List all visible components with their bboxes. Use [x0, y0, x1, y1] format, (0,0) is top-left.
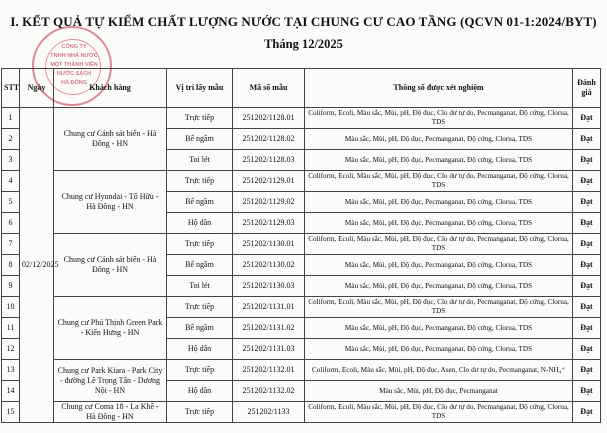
table-header-row [2, 69, 601, 108]
seal-line: MỘT THÀNH VIÊN [50, 62, 98, 68]
sample-code: 251202/1128.03 [233, 150, 305, 171]
sample-code: 251202/1131.03 [233, 339, 305, 360]
document-title: I. KẾT QUẢ TỰ KIỂM CHẤT LƯỢNG NƯỚC TẠI CHUNG CƯ CAO TẦNG (QCVN 01-1:2024/BYT) [10, 14, 597, 29]
col-header-stt: STT [2, 69, 20, 108]
sample-code: 251202/1132.02 [233, 381, 305, 402]
sampling-location: Trực tiếp [167, 108, 233, 129]
sample-code: 251202/1130.03 [233, 276, 305, 297]
evaluation-result: Đạt [573, 255, 601, 276]
sampling-location: Trực tiếp [167, 297, 233, 318]
sampling-location: Trực tiếp [167, 360, 233, 381]
evaluation-result: Đạt [573, 276, 601, 297]
row-stt: 10 [2, 297, 20, 318]
tested-parameters: Màu sắc, Mùi, pH, Độ đục, Pecmanganat [305, 381, 573, 402]
row-stt: 7 [2, 234, 20, 255]
tested-parameters: Màu sắc, Mùi, pH, Độ đục, Pecmanganat, Độ cứng, Clorua, TDS [305, 276, 573, 297]
sampling-date: 02/12/2025 [20, 108, 54, 423]
tested-parameters: Màu sắc, Mùi, pH, Độ đục, Pecmanganat, Độ cứng, Clorua, TDS [305, 192, 573, 213]
customer-cell: Chung cư Hyundai - Tố Hữu - Hà Đông - HN [54, 171, 167, 234]
table-row [2, 297, 601, 318]
sampling-location: Trực tiếp [167, 402, 233, 423]
row-stt: 11 [2, 318, 20, 339]
document-subtitle: Tháng 12/2025 [264, 37, 343, 51]
customer-cell: Chung cư Park Kiara - Park City - đường Lê Trọng Tấn - Dương Nội - HN [54, 360, 167, 402]
evaluation-result: Đạt [573, 339, 601, 360]
row-stt: 14 [2, 381, 20, 402]
customer-cell: Chung cư Phú Thịnh Green Park - Kiến Hưng - HN [54, 297, 167, 360]
col-header-params: Thông số được xét nghiệm [305, 69, 573, 108]
row-stt: 15 [2, 402, 20, 423]
tested-parameters: Màu sắc, Mùi, pH, Độ đục, Pecmanganat, Độ cứng, Clorua, TDS [305, 213, 573, 234]
sample-code: 251202/1131.01 [233, 297, 305, 318]
seal-line: TNHH NHÀ NƯỚC [50, 53, 98, 59]
tested-parameters: Màu sắc, Mùi, pH, Độ đục, Pecmanganat, Độ cứng, Clorua, TDS [305, 129, 573, 150]
sample-code: 251202/1133 [233, 402, 305, 423]
table-row [2, 171, 601, 192]
sample-code: 251202/1132.01 [233, 360, 305, 381]
row-stt: 6 [2, 213, 20, 234]
evaluation-result: Đạt [573, 150, 601, 171]
col-header-sample: Mã số mẫu [233, 69, 305, 108]
col-header-date: Ngày [20, 69, 54, 108]
evaluation-result: Đạt [573, 192, 601, 213]
col-header-result: Đánh giá [573, 69, 601, 108]
table-row [2, 108, 601, 129]
tested-parameters: Coliform, Ecoli, Màu sắc, Mùi, pH, Độ đục, Clo dư tự do, Pecmanganat, Độ cứng, Clorua, TDS [305, 297, 573, 318]
row-stt: 8 [2, 255, 20, 276]
table-row [2, 402, 601, 423]
sampling-location: Trực tiếp [167, 234, 233, 255]
sampling-location: Toi lét [167, 150, 233, 171]
tested-parameters: Màu sắc, Mùi, pH, Độ đục, Pecmanganat, Độ cứng, Clorua, TDS [305, 150, 573, 171]
sampling-location: Hộ dân [167, 213, 233, 234]
evaluation-result: Đạt [573, 381, 601, 402]
tested-parameters: Coliform, Ecoli, Màu sắc, Mùi, pH, Độ đục, Clo dư tự do, Pecmanganat, Độ cứng, Clorua, TDS [305, 108, 573, 129]
tested-parameters: Màu sắc, Mùi, pH, Độ đục, Pecmanganat, Độ cứng, Clorua, TDS [305, 255, 573, 276]
tested-parameters: Màu sắc, Mùi, pH, Độ đục, Pecmanganat, Độ cứng, Clorua, TDS [305, 318, 573, 339]
col-header-location: Vị trí lấy mẫu [167, 69, 233, 108]
sampling-location: Bể ngầm [167, 192, 233, 213]
water-quality-table [1, 68, 601, 423]
tested-parameters: Coliform, Ecoli, Màu sắc, Mùi, pH, Độ đục, Asen, Clo dư tự do, Pecmanganat, N-NH₄⁺ [305, 360, 573, 381]
row-stt: 9 [2, 276, 20, 297]
row-stt: 2 [2, 129, 20, 150]
evaluation-result: Đạt [573, 318, 601, 339]
col-header-customer: Khách hàng [54, 69, 167, 108]
sample-code: 251202/1128.01 [233, 108, 305, 129]
sample-code: 251202/1131.02 [233, 318, 305, 339]
sampling-location: Trực tiếp [167, 171, 233, 192]
evaluation-result: Đạt [573, 360, 601, 381]
tested-parameters: Coliform, Ecoli, Màu sắc, Mùi, pH, Độ đục, Clo dư tự do, Pecmanganat, Độ cứng, Clorua, TDS [305, 234, 573, 255]
evaluation-result: Đạt [573, 297, 601, 318]
evaluation-result: Đạt [573, 108, 601, 129]
row-stt: 3 [2, 150, 20, 171]
sampling-location: Toi lét [167, 276, 233, 297]
customer-cell: Chung cư Cảnh sát biển - Hà Đông - HN [54, 234, 167, 297]
sample-code: 251202/1130.01 [233, 234, 305, 255]
row-stt: 5 [2, 192, 20, 213]
evaluation-result: Đạt [573, 213, 601, 234]
sample-code: 251202/1129.01 [233, 171, 305, 192]
seal-line: NƯỚC SẠCH [56, 71, 92, 77]
sample-code: 251202/1128.02 [233, 129, 305, 150]
evaluation-result: Đạt [573, 129, 601, 150]
tested-parameters: Màu sắc, Mùi, pH, Độ đục, Pecmanganat, Độ cứng, Clorua, TDS [305, 339, 573, 360]
table-row [2, 360, 601, 381]
evaluation-result: Đạt [573, 171, 601, 192]
customer-cell: Chung cư Coma 18 - La Khê - Hà Đông - HN [54, 402, 167, 423]
tested-parameters: Coliform, Ecoli, Màu sắc, Mùi, pH, Độ đục, Clo dư tự do, Pecmanganat, Độ cứng, Clorua, TDS [305, 171, 573, 192]
sampling-location: Bể ngầm [167, 318, 233, 339]
sample-code: 251202/1129.02 [233, 192, 305, 213]
sampling-location: Bể ngầm [167, 255, 233, 276]
evaluation-result: Đạt [573, 402, 601, 423]
tested-parameters: Coliform, Ecoli, Màu sắc, Mùi, pH, Độ đục, Clo dư tự do, Pecmanganat, Độ cứng, Clorua, TDS [305, 402, 573, 423]
sampling-location: Hộ dân [167, 381, 233, 402]
row-stt: 1 [2, 108, 20, 129]
seal-line: CÔNG TY [61, 44, 87, 50]
row-stt: 12 [2, 339, 20, 360]
sampling-location: Bể ngầm [167, 129, 233, 150]
row-stt: 13 [2, 360, 20, 381]
table-row [2, 234, 601, 255]
table-body [2, 108, 601, 423]
evaluation-result: Đạt [573, 234, 601, 255]
sample-code: 251202/1129.03 [233, 213, 305, 234]
row-stt: 4 [2, 171, 20, 192]
customer-cell: Chung cư Cảnh sát biển - Hà Đông - HN [54, 108, 167, 171]
sample-code: 251202/1130.02 [233, 255, 305, 276]
seal-line: HÀ ĐÔNG [61, 80, 87, 86]
sampling-location: Hộ dân [167, 339, 233, 360]
